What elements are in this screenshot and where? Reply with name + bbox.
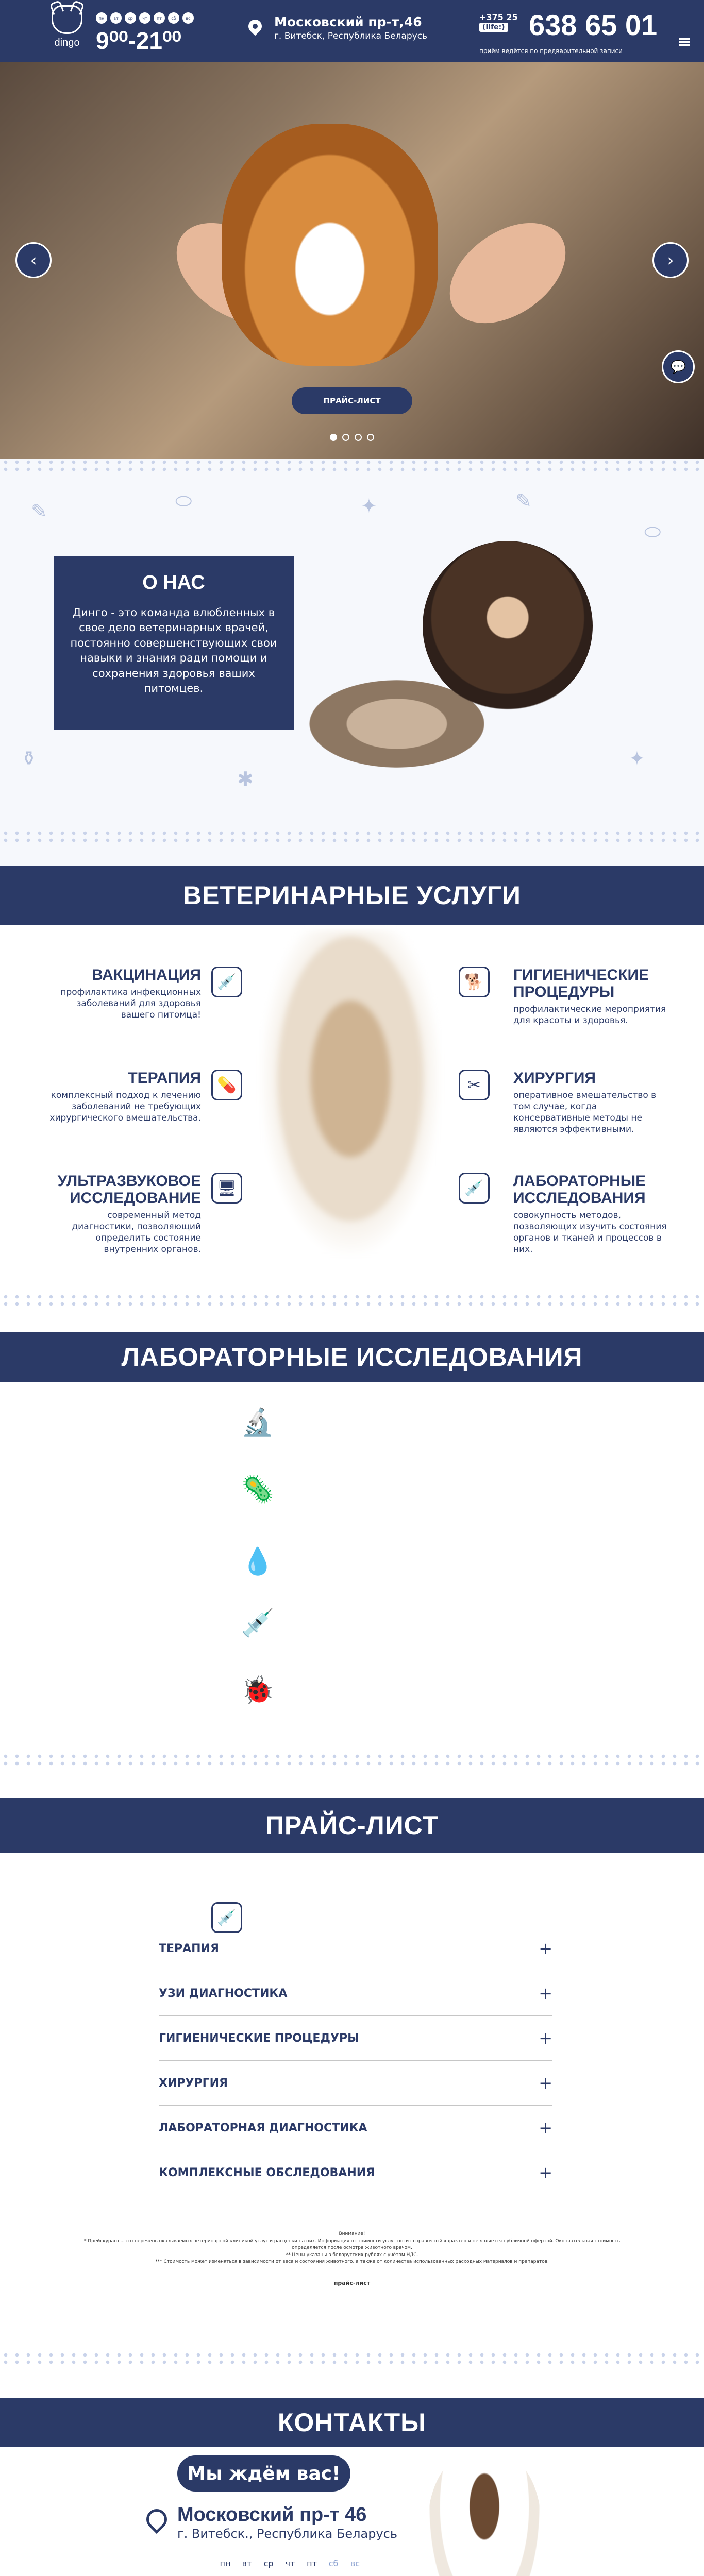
day-mon: пн bbox=[220, 2558, 231, 2568]
syringe-icon: 💉 bbox=[211, 1902, 242, 1933]
about-card bbox=[54, 556, 294, 730]
about-title: О НАС bbox=[142, 572, 205, 594]
contact-street: Московский пр-т 46 bbox=[177, 2504, 367, 2526]
dog-photo bbox=[428, 2452, 541, 2576]
service-text: совокупность методов, позволяющих изучить состояния органов и тканей и процессов в них. bbox=[513, 1210, 667, 1255]
scalpel-icon: ✂ bbox=[459, 1070, 490, 1100]
phone-note: приём ведётся по предварительной записи bbox=[479, 47, 623, 55]
prev-slide-button[interactable]: ‹ bbox=[15, 242, 52, 278]
slider-dots bbox=[330, 434, 374, 441]
virus-icon[interactable]: 🦠 bbox=[241, 1473, 275, 1505]
price-header bbox=[0, 1798, 704, 1853]
address-city: г. Витебск, Республика Беларусь bbox=[274, 31, 428, 41]
day-wed: ср bbox=[125, 12, 136, 24]
plus-icon[interactable]: + bbox=[539, 1984, 552, 2003]
hand-image bbox=[431, 202, 584, 344]
lab-header bbox=[0, 1332, 704, 1382]
accordion-item-therapy[interactable] bbox=[159, 1926, 552, 1971]
phone-number[interactable]: 638 65 01 bbox=[529, 9, 658, 41]
day-wed: ср bbox=[263, 2558, 274, 2568]
service-vaccination[interactable] bbox=[46, 967, 201, 1021]
dotted-divider bbox=[0, 1293, 704, 1309]
services-header bbox=[0, 866, 704, 925]
disclaimer-line: * Прейскурант – это перечень оказываемых ветеринарной клиникой услуг и расценки на них. Информация о стоимости услуг носит справочный характер и не является публичной офертой. Окончательная стоимость определяется после осмотра животного врачом. bbox=[83, 2238, 620, 2250]
syringe-deco-icon: ✎ bbox=[515, 489, 532, 512]
accordion-label: УЗИ ДИАГНОСТИКА bbox=[159, 1987, 288, 2000]
day-sun: вс bbox=[182, 12, 194, 24]
logo[interactable] bbox=[46, 5, 88, 57]
service-title: ГИГИЕНИЧЕСКИЕ ПРОЦЕДУРЫ bbox=[513, 967, 649, 1001]
price-disclaimer bbox=[72, 2231, 632, 2287]
chat-icon[interactable]: 💬 bbox=[662, 350, 695, 383]
tick-icon[interactable]: 🐞 bbox=[241, 1674, 275, 1706]
price-title: ПРАЙС-ЛИСТ bbox=[265, 1811, 439, 1840]
dog-sitting-photo bbox=[258, 930, 443, 1260]
day-thu: чт bbox=[285, 2558, 295, 2568]
working-hours: 9⁰⁰-21⁰⁰ bbox=[96, 27, 181, 54]
week-days bbox=[96, 12, 194, 24]
next-slide-button[interactable]: › bbox=[652, 242, 689, 278]
address-street[interactable]: Московский пр-т,46 bbox=[274, 14, 422, 29]
day-sat: сб bbox=[328, 2558, 339, 2568]
plus-icon[interactable]: + bbox=[539, 2163, 552, 2182]
dog-logo-icon bbox=[52, 5, 82, 34]
dotted-divider bbox=[0, 829, 704, 845]
service-therapy[interactable] bbox=[46, 1070, 201, 1124]
service-title: ВАКЦИНАЦИЯ bbox=[92, 967, 201, 984]
price-list-link[interactable]: прайс-лист bbox=[333, 2279, 371, 2286]
hero-slider bbox=[0, 62, 704, 459]
plus-icon[interactable]: + bbox=[539, 2028, 552, 2048]
services-title: ВЕТЕРИНАРНЫЕ УСЛУГИ bbox=[183, 881, 521, 910]
vaccine-icon: 💉 bbox=[211, 967, 242, 997]
accordion-item-lab[interactable] bbox=[159, 2106, 552, 2150]
syringe-icon: 💉 bbox=[459, 1173, 490, 1204]
accordion-label: КОМПЛЕКСНЫЕ ОБСЛЕДОВАНИЯ bbox=[159, 2166, 375, 2179]
disclaimer-line: ** Цены указаны в белорусских рублях с учётом НДС. bbox=[286, 2252, 418, 2258]
plus-icon[interactable]: + bbox=[539, 2118, 552, 2138]
pill-deco-icon: ⬭ bbox=[175, 489, 192, 512]
pill-bottle-icon: 💊 bbox=[211, 1070, 242, 1100]
slider-dot[interactable] bbox=[342, 434, 349, 441]
day-fri: пт bbox=[307, 2558, 317, 2568]
accordion-label: ГИГИЕНИЧЕСКИЕ ПРОЦЕДУРЫ bbox=[159, 2031, 359, 2045]
contact-week-days bbox=[216, 2558, 364, 2568]
service-text: профилактика инфекционных заболеваний для здоровья вашего питомца! bbox=[60, 987, 201, 1021]
logo-text: dingo bbox=[54, 37, 80, 48]
about-section bbox=[0, 459, 704, 866]
plus-icon[interactable]: + bbox=[539, 2073, 552, 2093]
accordion-label: ХИРУРГИЯ bbox=[159, 2076, 228, 2090]
service-title: УЛЬТРАЗВУКОВОЕ ИССЛЕДОВАНИЕ bbox=[57, 1173, 201, 1207]
dog-photo bbox=[222, 124, 438, 366]
day-tue: вт bbox=[242, 2558, 252, 2568]
plus-icon[interactable]: + bbox=[539, 1939, 552, 1958]
bone-deco-icon: ✦ bbox=[629, 747, 645, 770]
bone-deco-icon: ✦ bbox=[361, 495, 377, 517]
slider-dot[interactable] bbox=[355, 434, 362, 441]
day-sun: вс bbox=[350, 2558, 360, 2568]
bottle-deco-icon: ⚱ bbox=[21, 747, 37, 770]
accordion-item-surgery[interactable] bbox=[159, 2061, 552, 2106]
puppy-photo bbox=[423, 541, 593, 711]
contact-city: г. Витебск., Республика Беларусь bbox=[177, 2527, 398, 2541]
service-laboratory[interactable] bbox=[513, 1173, 668, 1255]
drops-icon[interactable]: 💧 bbox=[241, 1546, 275, 1577]
dotted-divider bbox=[0, 1753, 704, 1768]
service-title: ХИРУРГИЯ bbox=[513, 1070, 596, 1087]
pill-deco-icon: ⬭ bbox=[644, 520, 661, 543]
service-ultrasound[interactable] bbox=[46, 1173, 201, 1255]
accordion-item-hygiene[interactable] bbox=[159, 2016, 552, 2061]
day-tue: вт bbox=[110, 12, 122, 24]
accordion-label: ЛАБОРАТОРНАЯ ДИАГНОСТИКА bbox=[159, 2121, 367, 2134]
slider-dot[interactable] bbox=[367, 434, 374, 441]
service-text: современный метод диагностики, позволяющий определить состояние внутренних органов. bbox=[72, 1210, 201, 1255]
slider-dot[interactable] bbox=[330, 434, 337, 441]
welcome-badge: Мы ждём вас! bbox=[177, 2455, 350, 2492]
phone-operator: (life:) bbox=[479, 23, 508, 32]
day-fri: пт bbox=[154, 12, 165, 24]
dotted-divider bbox=[0, 459, 704, 474]
menu-icon[interactable] bbox=[679, 38, 690, 47]
service-title: ТЕРАПИЯ bbox=[128, 1070, 201, 1087]
tick-deco-icon: ✱ bbox=[237, 768, 254, 790]
service-surgery[interactable] bbox=[513, 1070, 668, 1135]
microscope-icon[interactable]: 🔬 bbox=[241, 1406, 275, 1438]
service-text: профилактические мероприятия для красоты и здоровья. bbox=[513, 1004, 666, 1026]
price-list-button[interactable]: ПРАЙС-ЛИСТ bbox=[292, 387, 412, 414]
dog-grooming-icon: 🐕 bbox=[459, 967, 490, 997]
accordion-label: ТЕРАПИЯ bbox=[159, 1942, 219, 1955]
contacts-header bbox=[0, 2398, 704, 2447]
site-header bbox=[0, 0, 704, 62]
dotted-divider bbox=[0, 2351, 704, 2367]
day-sat: сб bbox=[168, 12, 179, 24]
lab-title: ЛАБОРАТОРНЫЕ ИССЛЕДОВАНИЯ bbox=[121, 1343, 583, 1371]
ultrasound-icon: 🖥 bbox=[211, 1173, 242, 1204]
accordion-item-complex[interactable] bbox=[159, 2150, 552, 2195]
service-text: комплексный подход к лечению заболеваний не требующих хирургического вмешательства. bbox=[49, 1090, 201, 1124]
price-accordion bbox=[159, 1926, 552, 2195]
syringe-deco-icon: ✎ bbox=[31, 500, 47, 522]
service-title: ЛАБОРАТОРНЫЕ ИССЛЕДОВАНИЯ bbox=[513, 1173, 646, 1207]
disclaimer-line: *** Стоимость может изменяться в зависимости от веса и состояния животного, а также от количества использованных расходных материалов и препаратов. bbox=[155, 2259, 549, 2264]
contacts-title: КОНТАКТЫ bbox=[277, 2408, 427, 2437]
day-mon: пн bbox=[96, 12, 107, 24]
about-text: Динго - это команда влюбленных в свое дело ветеринарных врачей, постоянно совершенствующих свои навыки и знания ради помощи и сохранения здоровья ваших питомцев. bbox=[70, 606, 277, 694]
location-pin-icon bbox=[142, 2505, 172, 2534]
accordion-item-ultrasound[interactable] bbox=[159, 1971, 552, 2016]
location-pin-icon bbox=[246, 17, 265, 36]
service-hygiene[interactable] bbox=[513, 967, 668, 1026]
phone-code: +375 25 bbox=[479, 12, 518, 22]
disclaimer-title: Внимание! bbox=[339, 2231, 365, 2236]
syringe-icon[interactable]: 💉 bbox=[241, 1607, 275, 1639]
service-text: оперативное вмешательство в том случае, когда консервативные методы не являются эффективными. bbox=[513, 1090, 657, 1135]
day-thu: чт bbox=[139, 12, 150, 24]
